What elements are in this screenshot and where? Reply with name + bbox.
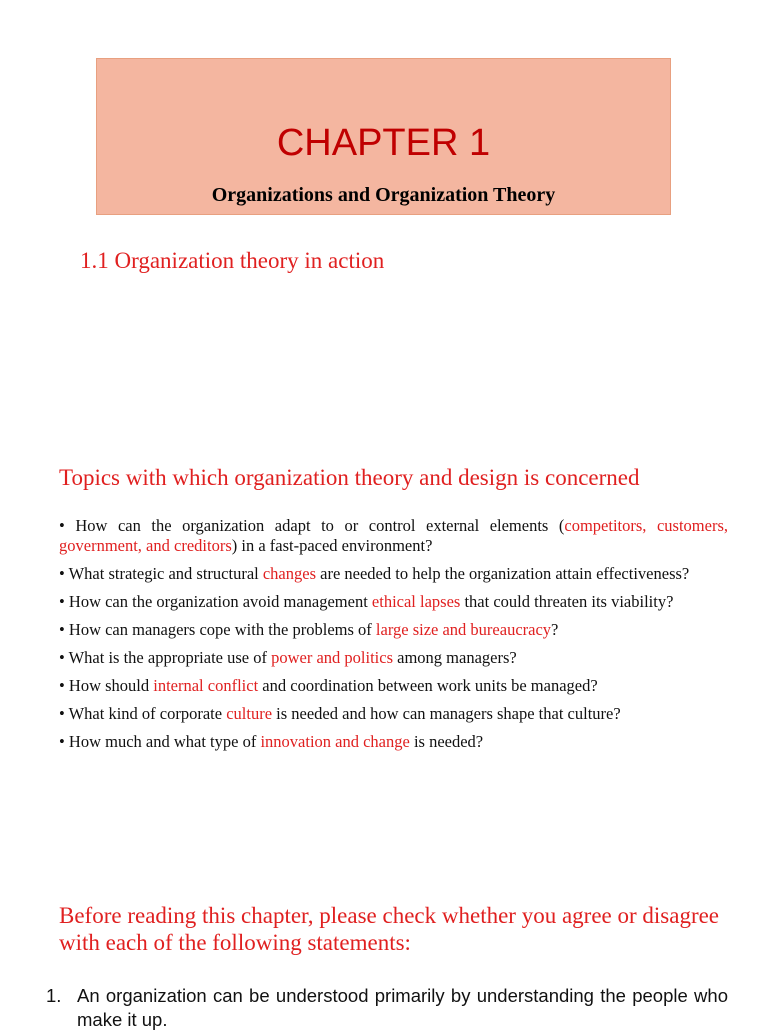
- bullet-text: • How much and what type of: [59, 732, 261, 751]
- bullet-text: is needed?: [409, 732, 484, 751]
- bullet-text: • How can the organization avoid management: [59, 592, 372, 611]
- statement-text: An organization can be understood primarily by understanding the people who make it up.: [77, 985, 728, 1030]
- bullet-text: is needed and how can managers shape that culture?: [272, 704, 621, 723]
- list-item: [59, 704, 728, 724]
- bullet-text: are needed to help the organization attain effectiveness?: [316, 564, 690, 583]
- bullet-highlight: culture: [226, 704, 273, 723]
- list-item: [59, 732, 728, 752]
- list-item: [59, 564, 728, 584]
- topics-list: [59, 516, 728, 760]
- list-item: [59, 516, 728, 556]
- bullet-text: ?: [551, 620, 559, 639]
- bullet-text: • What is the appropriate use of: [59, 648, 272, 667]
- bullet-text: among managers?: [393, 648, 517, 667]
- list-item: [59, 648, 728, 668]
- bullet-text: • How can managers cope with the problems of: [59, 620, 376, 639]
- before-reading-heading: Before reading this chapter, please check whether you agree or disagree with each of the following statements:: [59, 903, 720, 955]
- chapter-subtitle: Organizations and Organization Theory: [211, 184, 556, 206]
- statement-number: 1.: [46, 985, 62, 1006]
- bullet-highlight: changes: [262, 564, 317, 583]
- bullet-text: • How can the organization adapt to or control external elements (: [59, 516, 565, 535]
- chapter-title-box: [96, 58, 671, 215]
- bullet-highlight: power and politics: [271, 648, 394, 667]
- bullet-highlight: innovation and change: [260, 732, 410, 751]
- bullet-highlight: ethical lapses: [371, 592, 461, 611]
- bullet-text: ) in a fast-paced environment?: [231, 536, 433, 555]
- list-item: [59, 592, 728, 612]
- bullet-text: • How should: [59, 676, 154, 695]
- bullet-highlight: large size and bureaucracy: [375, 620, 552, 639]
- list-item: [59, 676, 728, 696]
- bullet-text: that could threaten its viability?: [460, 592, 674, 611]
- bullet-highlight: competitors, customers, government, and creditors: [59, 516, 728, 555]
- chapter-title: CHAPTER 1: [276, 122, 491, 164]
- bullet-text: • What strategic and structural: [59, 564, 263, 583]
- bullet-text: • What kind of corporate: [59, 704, 227, 723]
- topics-heading: Topics with which organization theory and design is concerned: [59, 465, 640, 490]
- bullet-highlight: internal conflict: [153, 676, 259, 695]
- list-item: [59, 620, 728, 640]
- bullet-text: and coordination between work units be managed?: [258, 676, 598, 695]
- statement-item: [46, 984, 728, 1032]
- section-heading: 1.1 Organization theory in action: [80, 248, 385, 273]
